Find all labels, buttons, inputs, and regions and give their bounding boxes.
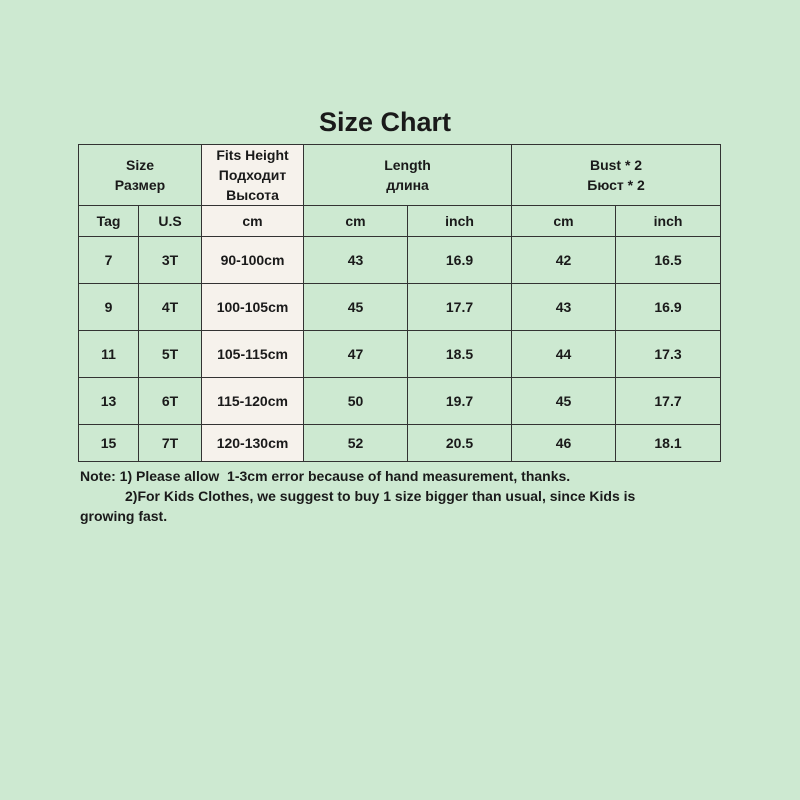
table-cell: 6T [139, 378, 202, 425]
table-cell: 13 [79, 378, 139, 425]
table-cell: 19.7 [408, 378, 512, 425]
table-row [79, 284, 721, 331]
table-row [79, 331, 721, 378]
table-cell: 115-120cm [202, 378, 304, 425]
table-cell: 52 [304, 425, 408, 462]
table-cell: 5T [139, 331, 202, 378]
table-cell: 15 [79, 425, 139, 462]
fits-height-header: Fits Height Подходит Высота [202, 145, 304, 206]
subheader-cell: cm [512, 206, 616, 237]
note-line-3: growing fast. [80, 508, 168, 524]
table-cell: 17.7 [408, 284, 512, 331]
table-cell: 42 [512, 237, 616, 284]
note-line-2: 2)For Kids Clothes, we suggest to buy 1 size bigger than usual, since Kids is [125, 488, 636, 504]
table-cell: 17.3 [616, 331, 721, 378]
bust-header: Bust * 2 Бюст * 2 [512, 145, 721, 206]
table-cell: 47 [304, 331, 408, 378]
table-cell: 9 [79, 284, 139, 331]
table-cell: 7 [79, 237, 139, 284]
table-cell: 17.7 [616, 378, 721, 425]
table-cell: 7T [139, 425, 202, 462]
table-cell: 45 [512, 378, 616, 425]
table-cell: 100-105cm [202, 284, 304, 331]
table-row [79, 378, 721, 425]
table-row [79, 425, 721, 462]
table-row [79, 237, 721, 284]
header-row [79, 145, 721, 206]
table-cell: 43 [512, 284, 616, 331]
subheader-row [79, 206, 721, 237]
table-cell: 11 [79, 331, 139, 378]
table-cell: 16.9 [616, 284, 721, 331]
subheader-cell: inch [408, 206, 512, 237]
table-cell: 43 [304, 237, 408, 284]
table-cell: 3T [139, 237, 202, 284]
table-cell: 18.1 [616, 425, 721, 462]
table-cell: 45 [304, 284, 408, 331]
table-cell: 16.9 [408, 237, 512, 284]
subheader-cell: U.S [139, 206, 202, 237]
table-cell: 16.5 [616, 237, 721, 284]
note-line-1: Note: 1) Please allow 1-3cm error because of hand measurement, thanks. [80, 468, 571, 484]
length-header: Length длина [304, 145, 512, 206]
page-title: Size Chart [318, 107, 452, 137]
table-cell: 4T [139, 284, 202, 331]
subheader-cell: inch [616, 206, 721, 237]
table-cell: 50 [304, 378, 408, 425]
table-cell: 44 [512, 331, 616, 378]
subheader-cell: cm [304, 206, 408, 237]
table-cell: 20.5 [408, 425, 512, 462]
table-cell: 18.5 [408, 331, 512, 378]
note-text [80, 466, 720, 526]
subheader-cell: Tag [79, 206, 139, 237]
table-cell: 120-130cm [202, 425, 304, 462]
size-header: Size Размер [79, 145, 202, 206]
subheader-cell: cm [202, 206, 304, 237]
size-chart-table [78, 144, 721, 462]
table-cell: 90-100cm [202, 237, 304, 284]
table-cell: 46 [512, 425, 616, 462]
table-cell: 105-115cm [202, 331, 304, 378]
